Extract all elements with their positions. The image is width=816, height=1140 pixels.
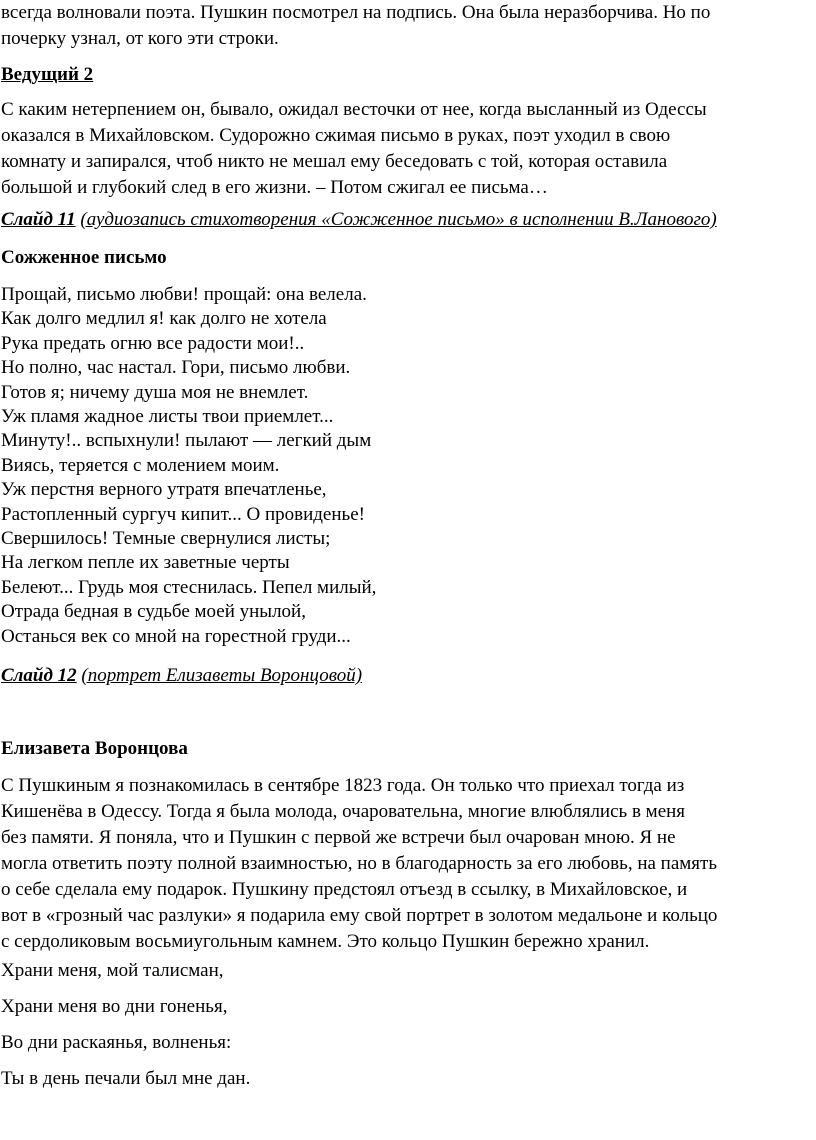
poem-line: Но полно, час настал. Гори, письмо любви. xyxy=(1,357,351,379)
poem-line: Прощай, письмо любви! прощай: она велела. xyxy=(1,284,367,305)
intro-paragraph xyxy=(1,0,710,52)
poem-talisman-line-3 xyxy=(1,1030,231,1056)
text-line: оказался в Михайловском. Судорожно сжимая письмо в руках, поэт уходил в свою xyxy=(1,125,671,146)
poem-talisman-line-1 xyxy=(1,958,224,984)
text-line: большой и глубокий след в его жизни. – Потом сжигал ее письма… xyxy=(1,177,548,198)
text-line: могла ответить поэту полной взаимностью, но в благодарность за его любовь, на память xyxy=(1,853,717,874)
poem-line: Растопленный сургуч кипит... О провиденье! xyxy=(1,503,365,525)
slide-label: Слайд 12 xyxy=(1,665,77,686)
poem-line: Минуту!.. вспыхнули! пылают — легкий дым xyxy=(1,430,372,452)
section-heading-vorontsova xyxy=(1,736,188,762)
text-line: без памяти. Я поняла, что и Пушкин с первой же встречи был очарован мною. Я не xyxy=(1,827,676,848)
section-heading-presenter-2 xyxy=(1,62,93,88)
poem-line: Останься век со мной на горестной груди... xyxy=(1,625,351,647)
poem-line: Как долго медлил я! как долго не хотела xyxy=(1,308,327,330)
poem-title-block xyxy=(1,245,167,271)
poem-title: Сожженное письмо xyxy=(1,247,167,268)
poem-line: Свершилось! Темные свернулися листы; xyxy=(1,528,331,550)
poem-line: Рука предать огню все радости мои!.. xyxy=(1,332,305,354)
text-line: комнату и запирался, чтоб никто не мешал ему беседовать с той, которая оставила xyxy=(1,151,668,172)
poem-line: Храни меня, мой талисман, xyxy=(1,960,224,981)
slide-description: (портрет Елизаветы Воронцовой) xyxy=(81,665,363,686)
slide-note-line xyxy=(1,663,362,689)
slide-note-line xyxy=(1,207,717,233)
text-line: С каким нетерпением он, бывало, ожидал весточки от нее, когда высланный из Одессы xyxy=(1,99,707,120)
text-line: Кишенёва в Одессу. Тогда я была молода, очаровательна, многие влюблялись в меня xyxy=(1,801,686,822)
slide-description: (аудиозапись стихотворения «Сожженное письмо» в исполнении В.Ланового) xyxy=(80,209,717,230)
poem-line: Виясь, теряется с молением моим. xyxy=(1,454,280,476)
text-line: о себе сделала ему подарок. Пушкину предстоял отъезд в ссылку, в Михайловское, и xyxy=(1,879,688,900)
text-line: почерку узнал, от кого эти строки. xyxy=(1,28,279,49)
slide-label: Слайд 11 xyxy=(1,209,76,230)
section-heading: Елизавета Воронцова xyxy=(1,738,188,759)
poem-line: Уж пламя жадное листы твои приемлет... xyxy=(1,406,334,428)
poem-line: Белеют... Грудь моя стеснилась. Пепел милый, xyxy=(1,576,377,598)
poem-line: Отрада бедная в судьбе моей унылой, xyxy=(1,601,306,623)
presenter-2-paragraph xyxy=(1,97,707,201)
text-line: С Пушкиным я познакомилась в сентябре 1823 года. Он только что приехал тогда из xyxy=(1,775,685,796)
poem-talisman-line-4 xyxy=(1,1066,250,1092)
text-line: вот в «грозный час разлуки» я подарила ему свой портрет в золотом медальоне и кольцо xyxy=(1,905,718,926)
poem-line: Во дни раскаянья, волненья: xyxy=(1,1032,232,1053)
poem-line: Ты в день печали был мне дан. xyxy=(1,1068,251,1089)
text-line: с сердоликовым восьмиугольным камнем. Это кольцо Пушкин бережно хранил. xyxy=(1,931,650,952)
poem-line: Уж перстня верного утратя впечатленье, xyxy=(1,479,327,501)
text-line: всегда волновали поэта. Пушкин посмотрел на подпись. Она была неразборчива. Но по xyxy=(1,2,711,23)
poem-talisman-line-2 xyxy=(1,994,227,1020)
slide-12-note xyxy=(1,663,362,689)
vorontsova-paragraph xyxy=(1,773,717,955)
poem-line: Готов я; ничему душа моя не внемлет. xyxy=(1,381,309,403)
section-heading: Ведущий 2 xyxy=(1,64,94,85)
poem-burned-letter xyxy=(1,283,376,649)
poem-line: На легком пепле их заветные черты xyxy=(1,552,290,574)
poem-line: Храни меня во дни гоненья, xyxy=(1,996,228,1017)
slide-11-note xyxy=(1,207,717,233)
